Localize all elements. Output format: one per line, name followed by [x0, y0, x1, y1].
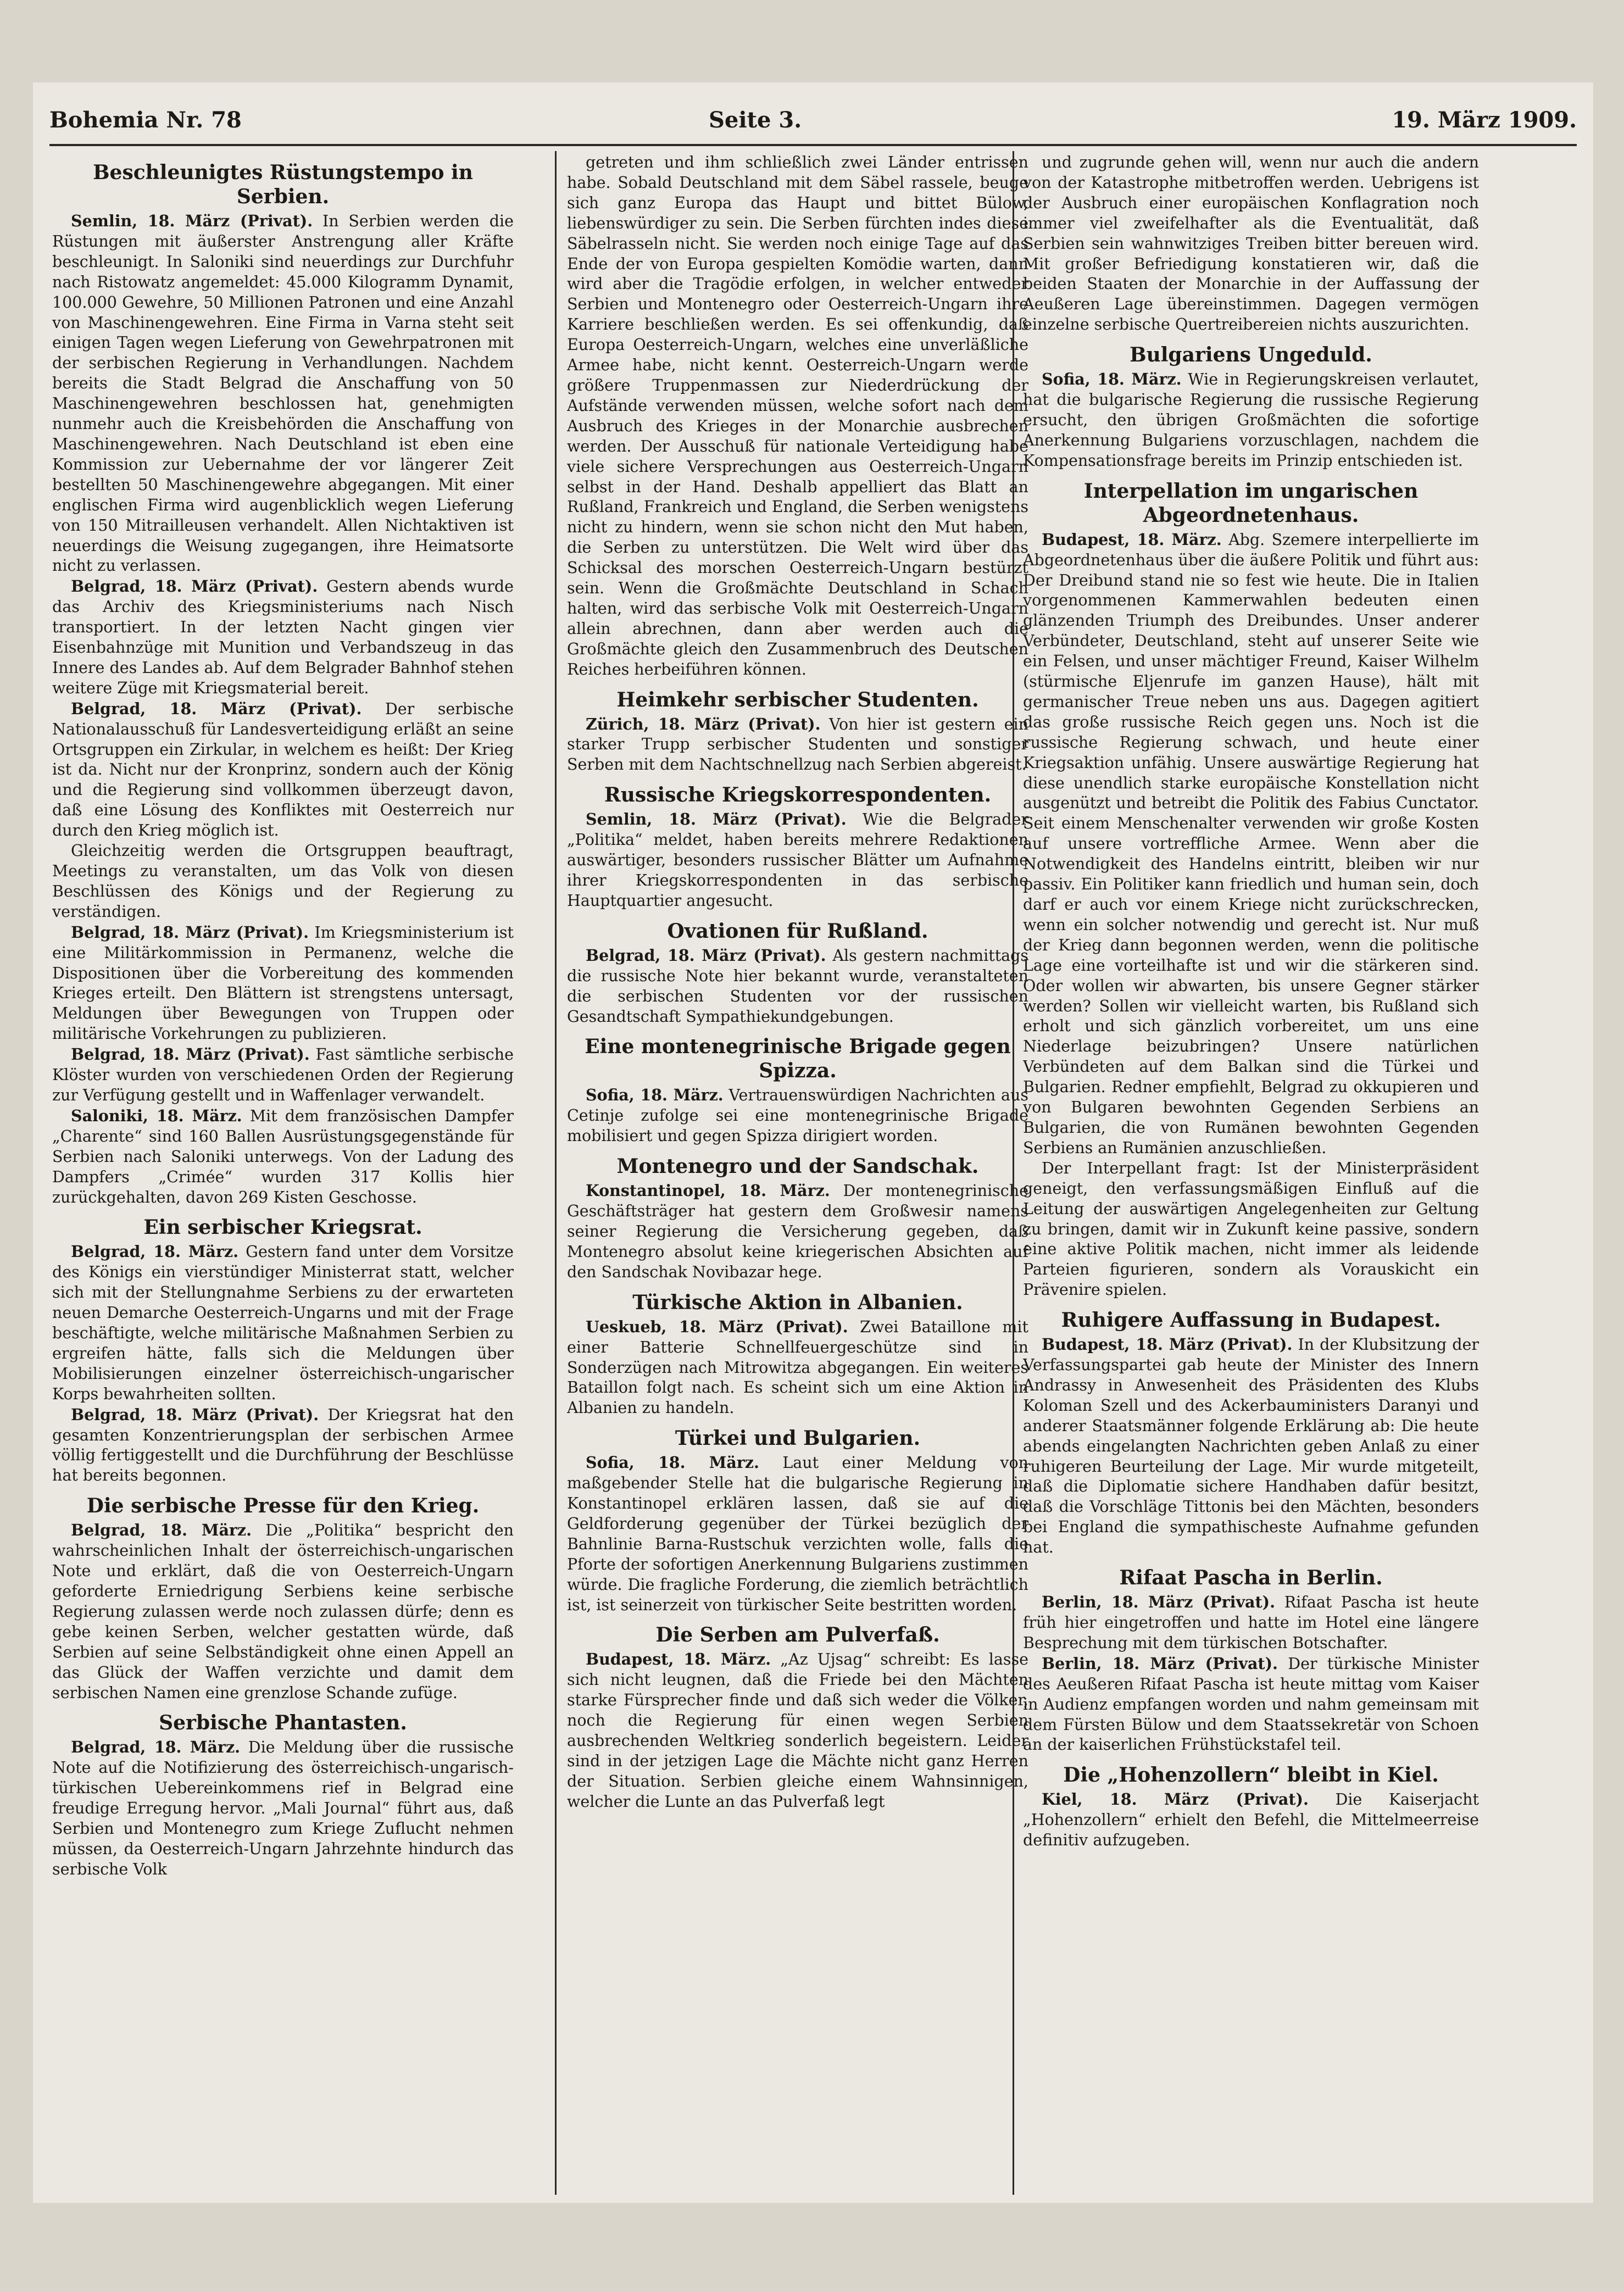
paragraph-text: und zugrunde gehen will, wenn nur auch die andern von der Katastrophe mitbetroffen werden. Uebrigens ist der Ausbruch einer europäischen Konflagration noch immer viel zweifelhafter als die Eventualität, daß Serbien sein wahnwitziges Treiben bitter bereuen wird. Mit großer Befriedigung konstatieren wir, daß die beiden Staaten der Monarchie in der Auffassung der Aeußeren Lage übereinstimmen. Dagegen vermögen einzelne serbische Quertreibereien nichts auszurichten.: [1023, 153, 1479, 334]
masthead: [49, 107, 1577, 140]
paragraph-text: Vertrauenswürdigen Nachrichten aus Cetinje zufolge sei eine montenegrinische Brigade mobilisiert und gegen Spizza dirigiert worden.: [567, 1086, 1028, 1145]
paragraph-text: Abg. Szemere interpellierte im Abgeordnetenhaus über die äußere Politik und führt aus: Der Dreibund stand nie so fest wie heute. Die in Italien vorgenommenen Kammerwahlen bedeuten einen glänzenden Triumph des Dreibundes. Unser anderer Verbündeter, Deutschland, steht auf unserer Seite wie ein Felsen, und unser mächtiger Freund, Kaiser Wilhelm (stürmische Eljenrufe im ganzen Hause), hält mit germanischer Treue neben uns aus. Dagegen agitiert das große russische Reich gegen uns. Noch ist die russische Regierung schwach, und heute einer Kriegsaktion unfähig. Unsere auswärtige Regierung hat diese unendlich starke europäische Konstellation nicht ausgenützt und betreibt die Politik des Fabius Cunctator. Seit einem Menschenalter verwenden wir große Kosten auf unsere vortreffliche Armee. Wenn aber die Notwendigkeit des Handelns eintritt, bleiben wir nur passiv. Ein Politiker kann friedlich und human sein, doch darf er auch vor einem Kriege nicht zurückschrecken, wenn ein solcher notwendig und gerecht ist. Nur muß der Krieg dann begonnen werden, wenn die politische Lage eine vorteilhafte ist und wir die stärkeren sind. Oder wollen wir abwarten, bis unsere Gegner stärker werden? Sollen wir vielleicht warten, bis Rußland sich erholt und sich gänzlich vorbereitet, um uns eine Niederlage beizubringen? Unsere natürlichen Verbündeten auf dem Balkan sind die Türkei und Bulgarien. Redner empfiehlt, Belgrad zu okkupieren und von Bulgaren bewohnten Gegenden Serbiens an Bulgarien, die von Rumänen bewohnten Gegenden Serbiens an Rumänien anzuschließen.: [1023, 530, 1479, 1157]
article-paragraph: [567, 1649, 1028, 1812]
article-paragraph: [52, 576, 514, 698]
paragraph-text: Der türkische Minister des Aeußeren Rifaat Pascha ist heute mittag vom Kaiser in Audienz empfangen worden und nahm gemeinsam mit dem Fürsten Bülow und dem Staatssekretär von Schoen an der kaiserlichen Frühstückstafel teil.: [1023, 1654, 1479, 1754]
dateline: Budapest, 18. März (Privat).: [1042, 1335, 1293, 1354]
paragraph-text: Gestern abends wurde das Archiv des Kriegsministeriums nach Nisch transportiert. In der letzten Nacht gingen vier Eisenbahnzüge mit Munition und Verbandszeug in das Innere des Landes ab. Auf dem Belgrader Bahnhof stehen weitere Züge mit Kriegsmaterial bereit.: [52, 577, 514, 697]
dateline: Berlin, 18. März (Privat).: [1042, 1654, 1278, 1673]
paragraph-text: Der serbische Nationalausschuß für Landesverteidigung erläßt an seine Ortsgruppen ein Zirkular, in welchem es heißt: Der Krieg ist da. Nicht nur der Kronprinz, sondern auch der König und die Regierung sind vollkommen überzeugt davon, daß eine Lösung des Konfliktes mit Oesterreich nur durch den Krieg möglich ist.: [52, 699, 514, 840]
article-paragraph: [52, 1106, 514, 1208]
article-headline: Ruhigere Auffassung in Budapest.: [1061, 1309, 1441, 1332]
article-headline: Russische Kriegskorrespondenten.: [604, 783, 992, 807]
article-paragraph: [52, 1737, 514, 1879]
article-paragraph: [1023, 153, 1479, 335]
masthead-date: 19. März 1909.: [1392, 107, 1577, 133]
dateline: Belgrad, 18. März (Privat).: [586, 945, 826, 965]
paragraph-text: Rifaat Pascha ist heute früh hier eingetroffen und hatte im Hotel eine längere Besprechung mit dem türkischen Botschafter.: [1023, 1593, 1479, 1652]
dateline: Sofia, 18. März.: [586, 1086, 724, 1105]
article-headline: Interpellation im ungarischen Abgeordnetenhaus.: [1083, 479, 1419, 527]
article-headline: Die serbische Presse für den Krieg.: [86, 1494, 480, 1518]
column-2: [567, 153, 1028, 2191]
dateline: Belgrad, 18. März (Privat).: [71, 922, 309, 942]
article-headline: Bulgariens Ungeduld.: [1130, 343, 1372, 367]
article-paragraph: [52, 1044, 514, 1106]
dateline: Saloniki, 18. März.: [71, 1106, 242, 1125]
masthead-rule: [49, 144, 1577, 146]
paragraph-text: Der Kriegsrat hat den gesamten Konzentrierungsplan der serbischen Armee völlig fertiggestellt und die Durchführung der Beschlüsse hat bereits begonnen.: [52, 1405, 514, 1485]
article-paragraph: [1023, 1334, 1479, 1558]
article-paragraph: [567, 153, 1028, 680]
paragraph-text: „Az Ujsag“ schreibt: Es lasse sich nicht leugnen, daß die Friede bei den Mächten starke Fürsprecher finde und daß sich weder die Völker, noch die Regierung für einen wegen Serbien ausbrechenden Weltkrieg sonderlich begeistern. Leider sind in der jetzigen Lage die Mächte nicht ganz Herren der Situation. Serbien gleiche einem Wahnsinnigen, welcher die Lunte an das Pulverfaß legt: [567, 1650, 1028, 1811]
dateline: Belgrad, 18. März (Privat).: [71, 577, 318, 596]
article-paragraph: [52, 1405, 514, 1487]
paragraph-text: Von hier ist gestern ein starker Trupp serbischer Studenten und sonstiger Serben mit dem Nachtschnellzug nach Serbien abgereist.: [567, 715, 1028, 774]
paragraph-text: Die Meldung über die russische Note auf die Notifizierung des österreichisch-ungarisch-türkischen Uebereinkommens rief in Belgrad eine freudige Erregung hervor. „Mali Journal“ führt aus, daß Serbien und Montenegro zum Kriege Zuflucht nehmen müssen, da Oesterreich-Ungarn Jahrzehnte hindurch das serbische Volk: [52, 1738, 514, 1878]
paragraph-text: getreten und ihm schließlich zwei Länder entrissen habe. Sobald Deutschland mit dem Säbel rassele, beuge sich ganz Europa das Haupt und bittet Bülow, liebenswürdiger zu sein. Die Serben fürchten indes diese Säbelrasseln nicht. Sie werden noch einige Tage auf das Ende der von Europa gespielten Komödie warten, dann wird aber die Tragödie erfolgen, in welcher entweder Serbien und Montenegro oder Oesterreich-Ungarn ihre Karriere beschließen werden. Es sei offenkundig, daß Europa Oesterreich-Ungarn, welches eine unverläßliche Armee habe, nicht kennt. Oesterreich-Ungarn werde größere Truppenmassen zur Niederdrückung der Aufstände verwenden müssen, welche sofort nach dem Ausbruch des Krieges in der Monarchie ausbrechen werden. Der Ausschuß für nationale Verteidigung habe viele sichere Versprechungen aus Oesterreich-Ungarn selbst in der Hand. Deshalb appelliert das Blatt an Rußland, Frankreich und England, die Serben wenigstens nicht zu hindern, wenn sie schon nicht den Mut haben, die Serben zu unterstützen. Die Welt wird über das Schicksal des morschen Oesterreich-Ungarn bestürzt sein. Wenn die Großmächte Deutschland in Schach halten, wird das serbische Volk mit Oesterreich-Ungarn allein abrechnen, dann aber werden auch die Großmächte gleich den Zusammenbruch des Deutschen Reiches herbeiführen können.: [567, 153, 1028, 678]
article-headline: Heimkehr serbischer Studenten.: [616, 688, 979, 711]
paragraph-text: Wie die Belgrader „Politika“ meldet, haben bereits mehrere Redaktionen auswärtiger, besonders russischer Blätter um Aufnahme ihrer Kriegskorrespondenten in das serbische Hauptquartier angesucht.: [567, 810, 1028, 910]
masthead-page-number: Seite 3.: [709, 107, 802, 133]
paragraph-text: Zwei Bataillone mit einer Batterie Schnellfeuergeschütze sind in Sonderzügen nach Mitrowitza abgegangen. Ein weiteres Bataillon folgt nach. Es scheint sich um eine Aktion in Albanien zu handeln.: [567, 1317, 1028, 1417]
dateline: Berlin, 18. März (Privat).: [1042, 1593, 1276, 1612]
masthead-issue: Bohemia Nr. 78: [49, 107, 242, 133]
article-headline: Beschleunigtes Rüstungstempo in Serbien.: [93, 161, 473, 208]
dateline: Sofia, 18. März.: [586, 1453, 759, 1472]
paragraph-text: Als gestern nachmittags die russische Note hier bekannt wurde, veranstalteten die serbischen Studenten vor der russischen Gesandtschaft Sympathiekundgebungen.: [567, 946, 1028, 1026]
article-headline: Die Serben am Pulverfaß.: [655, 1623, 940, 1647]
article-paragraph: [1023, 1654, 1479, 1756]
article-paragraph: [52, 922, 514, 1044]
paragraph-text: Fast sämtliche serbische Klöster wurden von verschiedenen Orden der Regierung zur Verfügung gestellt und in Waffenlager verwandelt.: [52, 1045, 514, 1104]
article-paragraph: [52, 211, 514, 576]
paragraph-text: Gleichzeitig werden die Ortsgruppen beauftragt, Meetings zu veranstalten, um das Volk von diesen Beschlüssen des Königs und der Regierung zu verständigen.: [52, 842, 514, 921]
paragraph-text: In Serbien werden die Rüstungen mit äußerster Anstrengung aller Kräfte beschleunigt. In Saloniki sind neuerdings zur Durchfuhr nach Ristowatz angemeldet: 45.000 Kilogramm Dynamit, 100.000 Gewehre, 50 Millionen Patronen und eine Anzahl von Maschinengewehren. Eine Firma in Varna steht seit einigen Tagen wegen Lieferung von Gewehrpatronen mit der serbischen Regierung in Verhandlungen. Nachdem bereits die Stadt Belgrad die Anschaffung von 50 Maschinengewehren beschlossen hat, genehmigten nunmehr auch die Kreisbehörden die Anschaffung von Maschinengewehren. Nach Deutschland ist eben eine Kommission zur Uebernahme der vor längerer Zeit bestellten 50 Maschinengewehre abgegangen. Mit einer englischen Firma wird augenblicklich wegen Lieferung von 150 Mitrailleusen verhandelt. Allen Nichtaktiven ist neuerdings die Weisung zugegangen, ihre Heimatsorte nicht zu verlassen.: [52, 212, 514, 575]
dateline: Budapest, 18. März.: [586, 1650, 771, 1669]
article-paragraph: [52, 1242, 514, 1404]
dateline: Ueskueb, 18. März (Privat).: [586, 1317, 848, 1336]
paragraph-text: Wie in Regierungskreisen verlautet, hat die bulgarische Regierung die russische Regierung ersucht, den übrigen Großmächten die sofortige Anerkennung Bulgariens vorzuschlagen, nachdem die Kompensationsfrage bereits im Prinzip entschieden ist.: [1023, 370, 1479, 470]
paragraph-text: Die „Politika“ bespricht den wahrscheinlichen Inhalt der österreichisch-ungarischen Note und erklärt, daß die von Oesterreich-Ungarn geforderte Erniedrigung Serbiens keine serbische Regierung zulassen werde noch zulassen dürfe; denn es gebe keinen Serben, welcher gestatten würde, daß Serbien auf seine Selbständigkeit ohne einen Appell an das Glück der Waffen verzichte und damit dem serbischen Namen eine grenzlose Schande zufüge.: [52, 1521, 514, 1702]
article-headline: Ovationen für Rußland.: [667, 919, 928, 943]
paragraph-text: Gestern fand unter dem Vorsitze des Königs ein vierstündiger Ministerrat statt, welcher sich mit der Stellungnahme Serbiens zu der erwarteten neuen Demarche Oesterreich-Ungarns und mit der Frage beschäftigte, welche militärische Maßnahmen Serbien zu ergreifen hätte, falls sich die Meldungen über Mobilisierungen einzelner österreichisch-ungarischer Korps bewahrheiten sollten.: [52, 1243, 514, 1403]
dateline: Konstantinopel, 18. März.: [586, 1181, 830, 1200]
column-3: [1023, 153, 1479, 2191]
dateline: Semlin, 18. März (Privat).: [71, 212, 313, 230]
article-paragraph: [567, 1181, 1028, 1283]
dateline: Semlin, 18. März (Privat).: [586, 810, 847, 829]
paragraph-text: Im Kriegsministerium ist eine Militärkommission in Permanenz, welche die Dispositionen über die Vorbereitung des kommenden Krieges erteilt. Den Blättern ist strengstens untersagt, Meldungen über Bewegungen von Truppen oder militärische Vorkehrungen zu publizieren.: [52, 923, 514, 1043]
article-paragraph: [567, 1085, 1028, 1147]
article-headline: Serbische Phantasten.: [159, 1711, 407, 1735]
paragraph-text: Laut einer Meldung von maßgebender Stelle hat die bulgarische Regierung in Konstantinopel erklären lassen, daß sie auf die Geldforderung gegenüber der Türkei bezüglich der Bahnlinie Barna-Rustschuk verzichten wolle, falls die Pforte der sofortigen Anerkennung Bulgariens zustimmen würde. Die fragliche Forderung, die ziemlich beträchtlich ist, ist seinerzeit von türkischer Seite bestritten worden.: [567, 1454, 1028, 1614]
article-paragraph: [1023, 1159, 1479, 1300]
dateline: Sofia, 18. März.: [1042, 370, 1182, 389]
article-paragraph: [52, 699, 514, 841]
dateline: Zürich, 18. März (Privat).: [586, 714, 821, 733]
dateline: Belgrad, 18. März.: [71, 1738, 241, 1757]
article-paragraph: [1023, 1592, 1479, 1654]
dateline: Kiel, 18. März (Privat).: [1042, 1790, 1309, 1809]
column-rule-1: [555, 151, 557, 2195]
article-headline: Türkei und Bulgarien.: [675, 1427, 921, 1450]
article-paragraph: [567, 1453, 1028, 1615]
article-paragraph: [52, 1520, 514, 1703]
dateline: Belgrad, 18. März (Privat).: [71, 1405, 319, 1424]
dateline: Belgrad, 18. März.: [71, 1242, 239, 1261]
article-paragraph: [567, 945, 1028, 1027]
paragraph-text: In der Klubsitzung der Verfassungspartei gab heute der Minister des Innern Andrassy in Anwesenheit des Präsidenten des Klubs Koloman Szell und des Ackerbauministers Daranyi und anderer Staatsmänner folgende Erklärung ab: Die heute abends eingelangten Nachrichten geben Anlaß zu einer ruhigeren Beurteilung der Lage. Mir wurde mitgeteilt, daß die Diplomatie sichere Handhaben dafür besitzt, daß die Vorschläge Tittonis bei den Mächten, besonders bei England die sympathischeste Aufnahme gefunden hat.: [1023, 1336, 1479, 1557]
dateline: Belgrad, 18. März (Privat).: [71, 699, 362, 718]
article-headline: Ein serbischer Kriegsrat.: [143, 1216, 422, 1239]
article-headline: Türkische Aktion in Albanien.: [632, 1290, 963, 1314]
article-paragraph: [567, 714, 1028, 776]
article-paragraph: [567, 809, 1028, 911]
article-headline: Montenegro und der Sandschak.: [616, 1155, 979, 1178]
article-paragraph: [1023, 530, 1479, 1159]
paragraph-text: Mit dem französischen Dampfer „Charente“ sind 160 Ballen Ausrüstungsgegenstände für Serbien nach Saloniki unterwegs. Von der Ladung des Dampfers „Crimée“ wurden 317 Kollis hier zurückgehalten, davon 269 Kisten Geschosse.: [52, 1106, 514, 1206]
article-paragraph: [567, 1317, 1028, 1419]
article-headline: Rifaat Pascha in Berlin.: [1119, 1566, 1383, 1590]
paragraph-text: Der montenegrinische Geschäftsträger hat gestern dem Großwesir namens seiner Regierung die Versicherung gegeben, daß Montenegro absolut keine kriegerischen Absichten auf den Sandschak Novibazar hege.: [567, 1182, 1028, 1281]
article-paragraph: [52, 841, 514, 922]
dateline: Belgrad, 18. März (Privat).: [71, 1045, 310, 1064]
paragraph-text: Die Kaiserjacht „Hohenzollern“ erhielt den Befehl, die Mittelmeerreise definitiv aufzugeben.: [1023, 1790, 1479, 1850]
article-headline: Die „Hohenzollern“ bleibt in Kiel.: [1063, 1763, 1439, 1787]
article-paragraph: [1023, 1789, 1479, 1851]
dateline: Budapest, 18. März.: [1042, 530, 1222, 549]
paragraph-text: Der Interpellant fragt: Ist der Ministerpräsident geneigt, den verfassungsmäßigen Einfluß auf die Leitung der auswärtigen Angelegenheiten zur Geltung zu bringen, damit wir in Zukunft keine passive, sondern eine aktive Politik machen, nicht immer als leidende Parteien figurieren, sondern als Vorauskicht ein Prävenire spielen.: [1023, 1159, 1479, 1299]
article-paragraph: [1023, 369, 1479, 471]
dateline: Belgrad, 18. März.: [71, 1521, 252, 1540]
article-headline: Eine montenegrinische Brigade gegen Spizza.: [585, 1035, 1011, 1083]
column-1: [52, 153, 514, 2191]
